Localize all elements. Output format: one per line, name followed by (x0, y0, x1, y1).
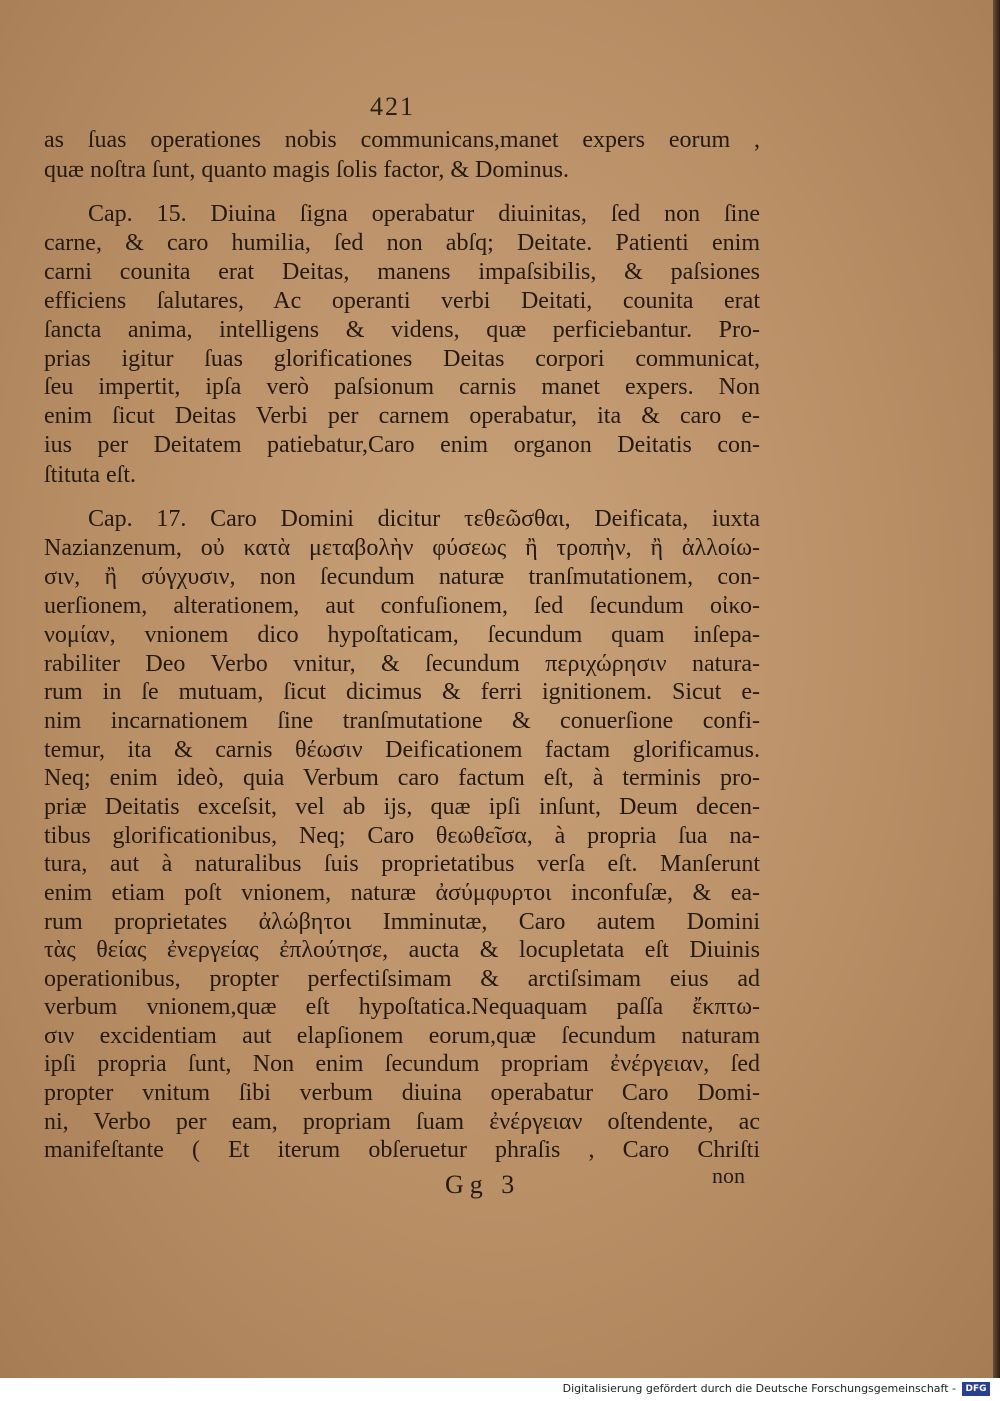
catchword: non (712, 1163, 745, 1188)
page-edge (993, 0, 1000, 1378)
text-line: enim ſicut Deitas Verbi per carnem operabatur, ita & caro e- (44, 403, 760, 429)
text-line: uerſionem, alterationem, aut confuſionem, ſed ſecundum οἰκο- (44, 593, 760, 619)
text-line: efficiens ſalutares, Ac operanti verbi Deitati, counita erat (44, 288, 760, 314)
text-line: enim etiam poſt vnionem, naturæ ἀσύμφυρτοι inconfuſæ, & ea- (44, 880, 760, 906)
text-line: σιν, ἢ σύγχυσιν, non ſecundum naturæ tranſmutationem, con- (44, 564, 760, 590)
text-line: Neq; enim ideò, quia Verbum caro factum eſt, à terminis pro- (44, 765, 760, 791)
text-line: tura, aut à naturalibus ſuis proprietatibus verſa eſt. Manſerunt (44, 851, 760, 877)
text-line: ſancta anima, intelligens & videns, quæ perficiebantur. Pro- (44, 317, 760, 343)
text-line: carne, & caro humilia, ſed non abſq; Deitate. Patienti enim (44, 230, 760, 256)
dfg-logo[interactable]: DFG (962, 1382, 990, 1396)
text-line: prias igitur ſuas glorificationes Deitas corpori communicat, (44, 346, 760, 372)
text-line: Cap. 15. Diuina ſigna operabatur diuinitas, ſed non ſine (88, 201, 760, 227)
text-line: ius per Deitatem patiebatur,Caro enim organon Deitatis con- (44, 432, 760, 458)
text-line: operationibus, propter perfectiſsimam & arctiſsimam eius ad (44, 966, 760, 992)
text-line: ſtituta eſt. (44, 462, 136, 488)
text-line: ipſi propria ſunt, Non enim ſecundum propriam ἐνέργειαν, ſed (44, 1051, 760, 1077)
text-line: σιν excidentiam aut elapſionem eorum,quæ ſecundum naturam (44, 1023, 760, 1049)
text-line: ſeu impertit, ipſa verò paſsionum carnis manet expers. Non (44, 374, 760, 400)
text-line: as ſuas operationes nobis communicans,manet expers eorum , (44, 127, 760, 153)
text-line: Nazianzenum, οὐ κατὰ μεταβολὴν φύσεως ἢ τροπὴν, ἢ ἀλλοίω- (44, 535, 760, 561)
text-line: propter vnitum ſibi verbum diuina operabatur Caro Domi- (44, 1080, 760, 1106)
text-line: Cap. 17. Caro Domini dicitur τεθεῶσθαι, Deificata, iuxta (88, 506, 760, 532)
footer-credit: Digitalisierung gefördert durch die Deutsche Forschungsgemeinschaft - (562, 1382, 956, 1395)
text-line: rabiliter Deo Verbo vnitur, & ſecundum περιχώρησιν natura- (44, 651, 760, 677)
text-line: temur, ita & carnis θέωσιν Deificationem factam glorificamus. (44, 737, 760, 763)
text-line: manifeſtante ( Et iterum obſeruetur phraſis , Caro Chriſti (44, 1137, 760, 1163)
page-number: 421 (370, 92, 415, 121)
text-line: νομίαν, vnionem dico hypoſtaticam, ſecundum quam inſepa- (44, 622, 760, 648)
text-line: quæ noſtra ſunt, quanto magis ſolis factor, & Dominus. (44, 157, 569, 183)
text-line: rum proprietates ἀλώβητοι Imminutæ, Caro autem Domini (44, 909, 760, 935)
text-line: priæ Deitatis exceſsit, vel ab ijs, quæ ipſi inſunt, Deum decen- (44, 794, 760, 820)
text-line: tibus glorificationibus, Neq; Caro θεωθεῖσα, à propria ſua na- (44, 823, 760, 849)
text-line: ni, Verbo per eam, propriam ſuam ἐνέργειαν oſtendente, ac (44, 1109, 760, 1135)
text-line: rum in ſe mutuam, ſicut dicimus & ferri ignitionem. Sicut e- (44, 679, 760, 705)
text-line: verbum vnionem,quæ eſt hypoſtatica.Nequaquam paſſa ἔκπτω- (44, 994, 760, 1020)
text-line: carni counita erat Deitas, manens impaſsibilis, & paſsiones (44, 259, 760, 285)
signature-mark: Gg 3 (445, 1170, 521, 1199)
text-line: τὰς θείας ἐνεργείας ἐπλούτησε, aucta & locupletata eſt Diuinis (44, 937, 760, 963)
text-line: nim incarnationem ſine tranſmutatione & conuerſione confi- (44, 708, 760, 734)
